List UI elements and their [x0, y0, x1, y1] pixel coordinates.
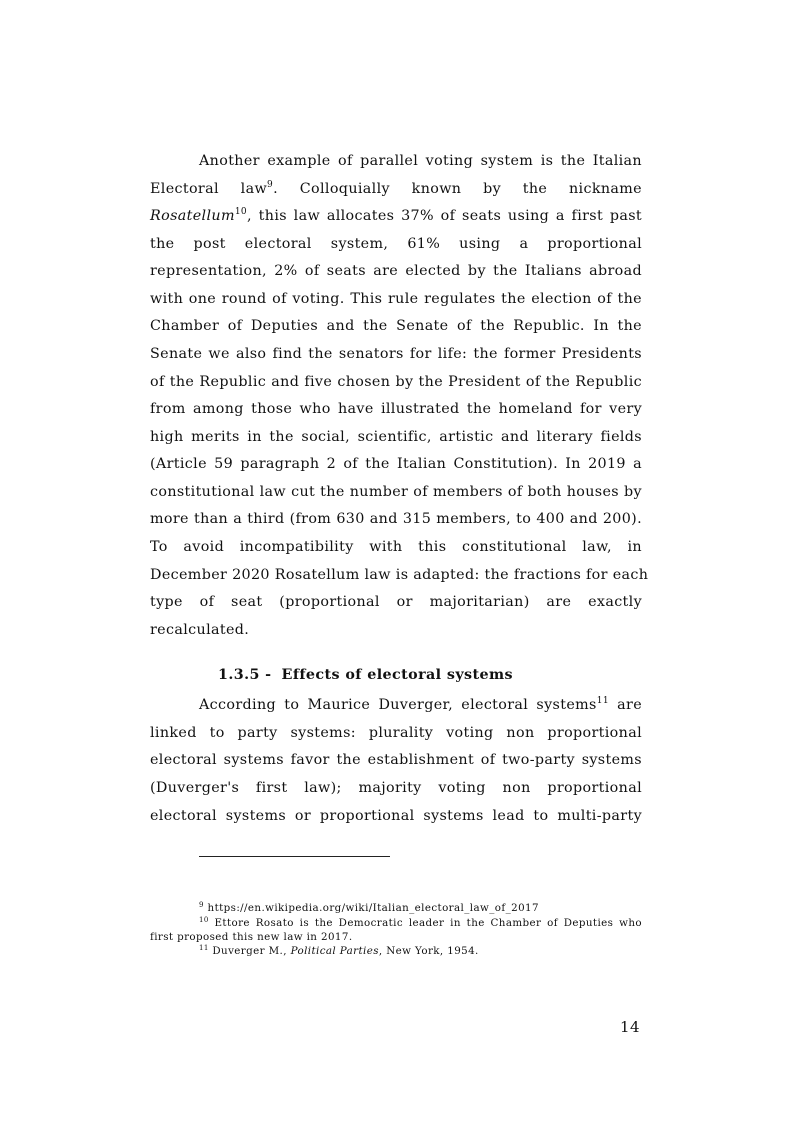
body-line: Another example of parallel voting system is the Italian — [199, 153, 642, 169]
body-text: . Colloquially known by the nickname — [273, 181, 642, 197]
footnote-9 — [199, 902, 642, 915]
footnote-link[interactable]: https://en.wikipedia.org/wiki/Italian_electoral_law_of_2017 — [203, 902, 539, 914]
section-number: 1.3.5 - — [218, 667, 272, 683]
footnote-mark: 9 — [199, 901, 204, 909]
body-line: Chamber of Deputies and the Senate of the Republic. In the — [150, 318, 642, 334]
footnote-text: Ettore Rosato is the Democratic leader in the Chamber of Deputies who — [208, 917, 642, 929]
body-line: from among those who have illustrated the homeland for very — [150, 401, 642, 417]
body-text: According to Maurice Duverger, electoral systems — [199, 697, 597, 713]
body-text: , this law allocates 37% of seats using a first past — [247, 208, 642, 224]
footnote-ref-11[interactable]: 11 — [596, 696, 609, 706]
body-line: the post electoral system, 61% using a proportional — [150, 236, 642, 252]
footnote-10 — [199, 917, 642, 930]
footnote-separator — [199, 856, 390, 857]
body-line: high merits in the social, scientific, artistic and literary fields — [150, 429, 642, 445]
body-line: Senate we also find the senators for life: the former Presidents — [150, 346, 642, 362]
body-line: (Article 59 paragraph 2 of the Italian Constitution). In 2019 a — [150, 456, 642, 472]
footnote-text: , New York, 1954. — [378, 945, 479, 957]
footnote-10-cont: first proposed this new law in 2017. — [150, 931, 353, 943]
body-text: Electoral law — [150, 181, 268, 197]
body-line: electoral systems or proportional systems lead to multi-party — [150, 808, 642, 824]
page-number: 14 — [620, 1018, 641, 1036]
term-rosatellum: Rosatellum — [150, 208, 235, 224]
body-line: recalculated. — [150, 622, 250, 638]
footnote-ref-9[interactable]: 9 — [267, 180, 274, 190]
body-line — [150, 204, 642, 228]
body-line: constitutional law cut the number of members of both houses by — [150, 484, 642, 500]
body-line: linked to party systems: plurality voting non proportional — [150, 725, 642, 741]
body-line: To avoid incompatibility with this constitutional law, in — [150, 539, 642, 555]
body-line: of the Republic and five chosen by the President of the Republic — [150, 374, 642, 390]
body-line — [199, 693, 642, 717]
footnote-mark: 11 — [199, 944, 209, 952]
body-line: with one round of voting. This rule regulates the election of the — [150, 291, 642, 307]
book-title: Political Parties — [290, 945, 379, 957]
body-text: are — [608, 697, 643, 713]
body-line — [150, 177, 642, 201]
body-line: type of seat (proportional or majoritarian) are exactly — [150, 594, 642, 610]
body-line: (Duverger's first law); majority voting non proportional — [150, 780, 642, 796]
body-line: more than a third (from 630 and 315 members, to 400 and 200). — [150, 511, 642, 527]
section-title: Effects of electoral systems — [281, 667, 513, 683]
body-line: December 2020 Rosatellum law is adapted: the fractions for each — [150, 567, 649, 583]
footnote-11 — [199, 945, 642, 958]
footnote-text: Duverger M., — [208, 945, 291, 957]
body-line: representation, 2% of seats are elected by the Italians abroad — [150, 263, 642, 279]
section-heading — [218, 663, 513, 687]
footnote-ref-10[interactable]: 10 — [234, 207, 248, 217]
body-line: electoral systems favor the establishment of two-party systems — [150, 752, 642, 768]
footnote-mark: 10 — [199, 916, 209, 924]
